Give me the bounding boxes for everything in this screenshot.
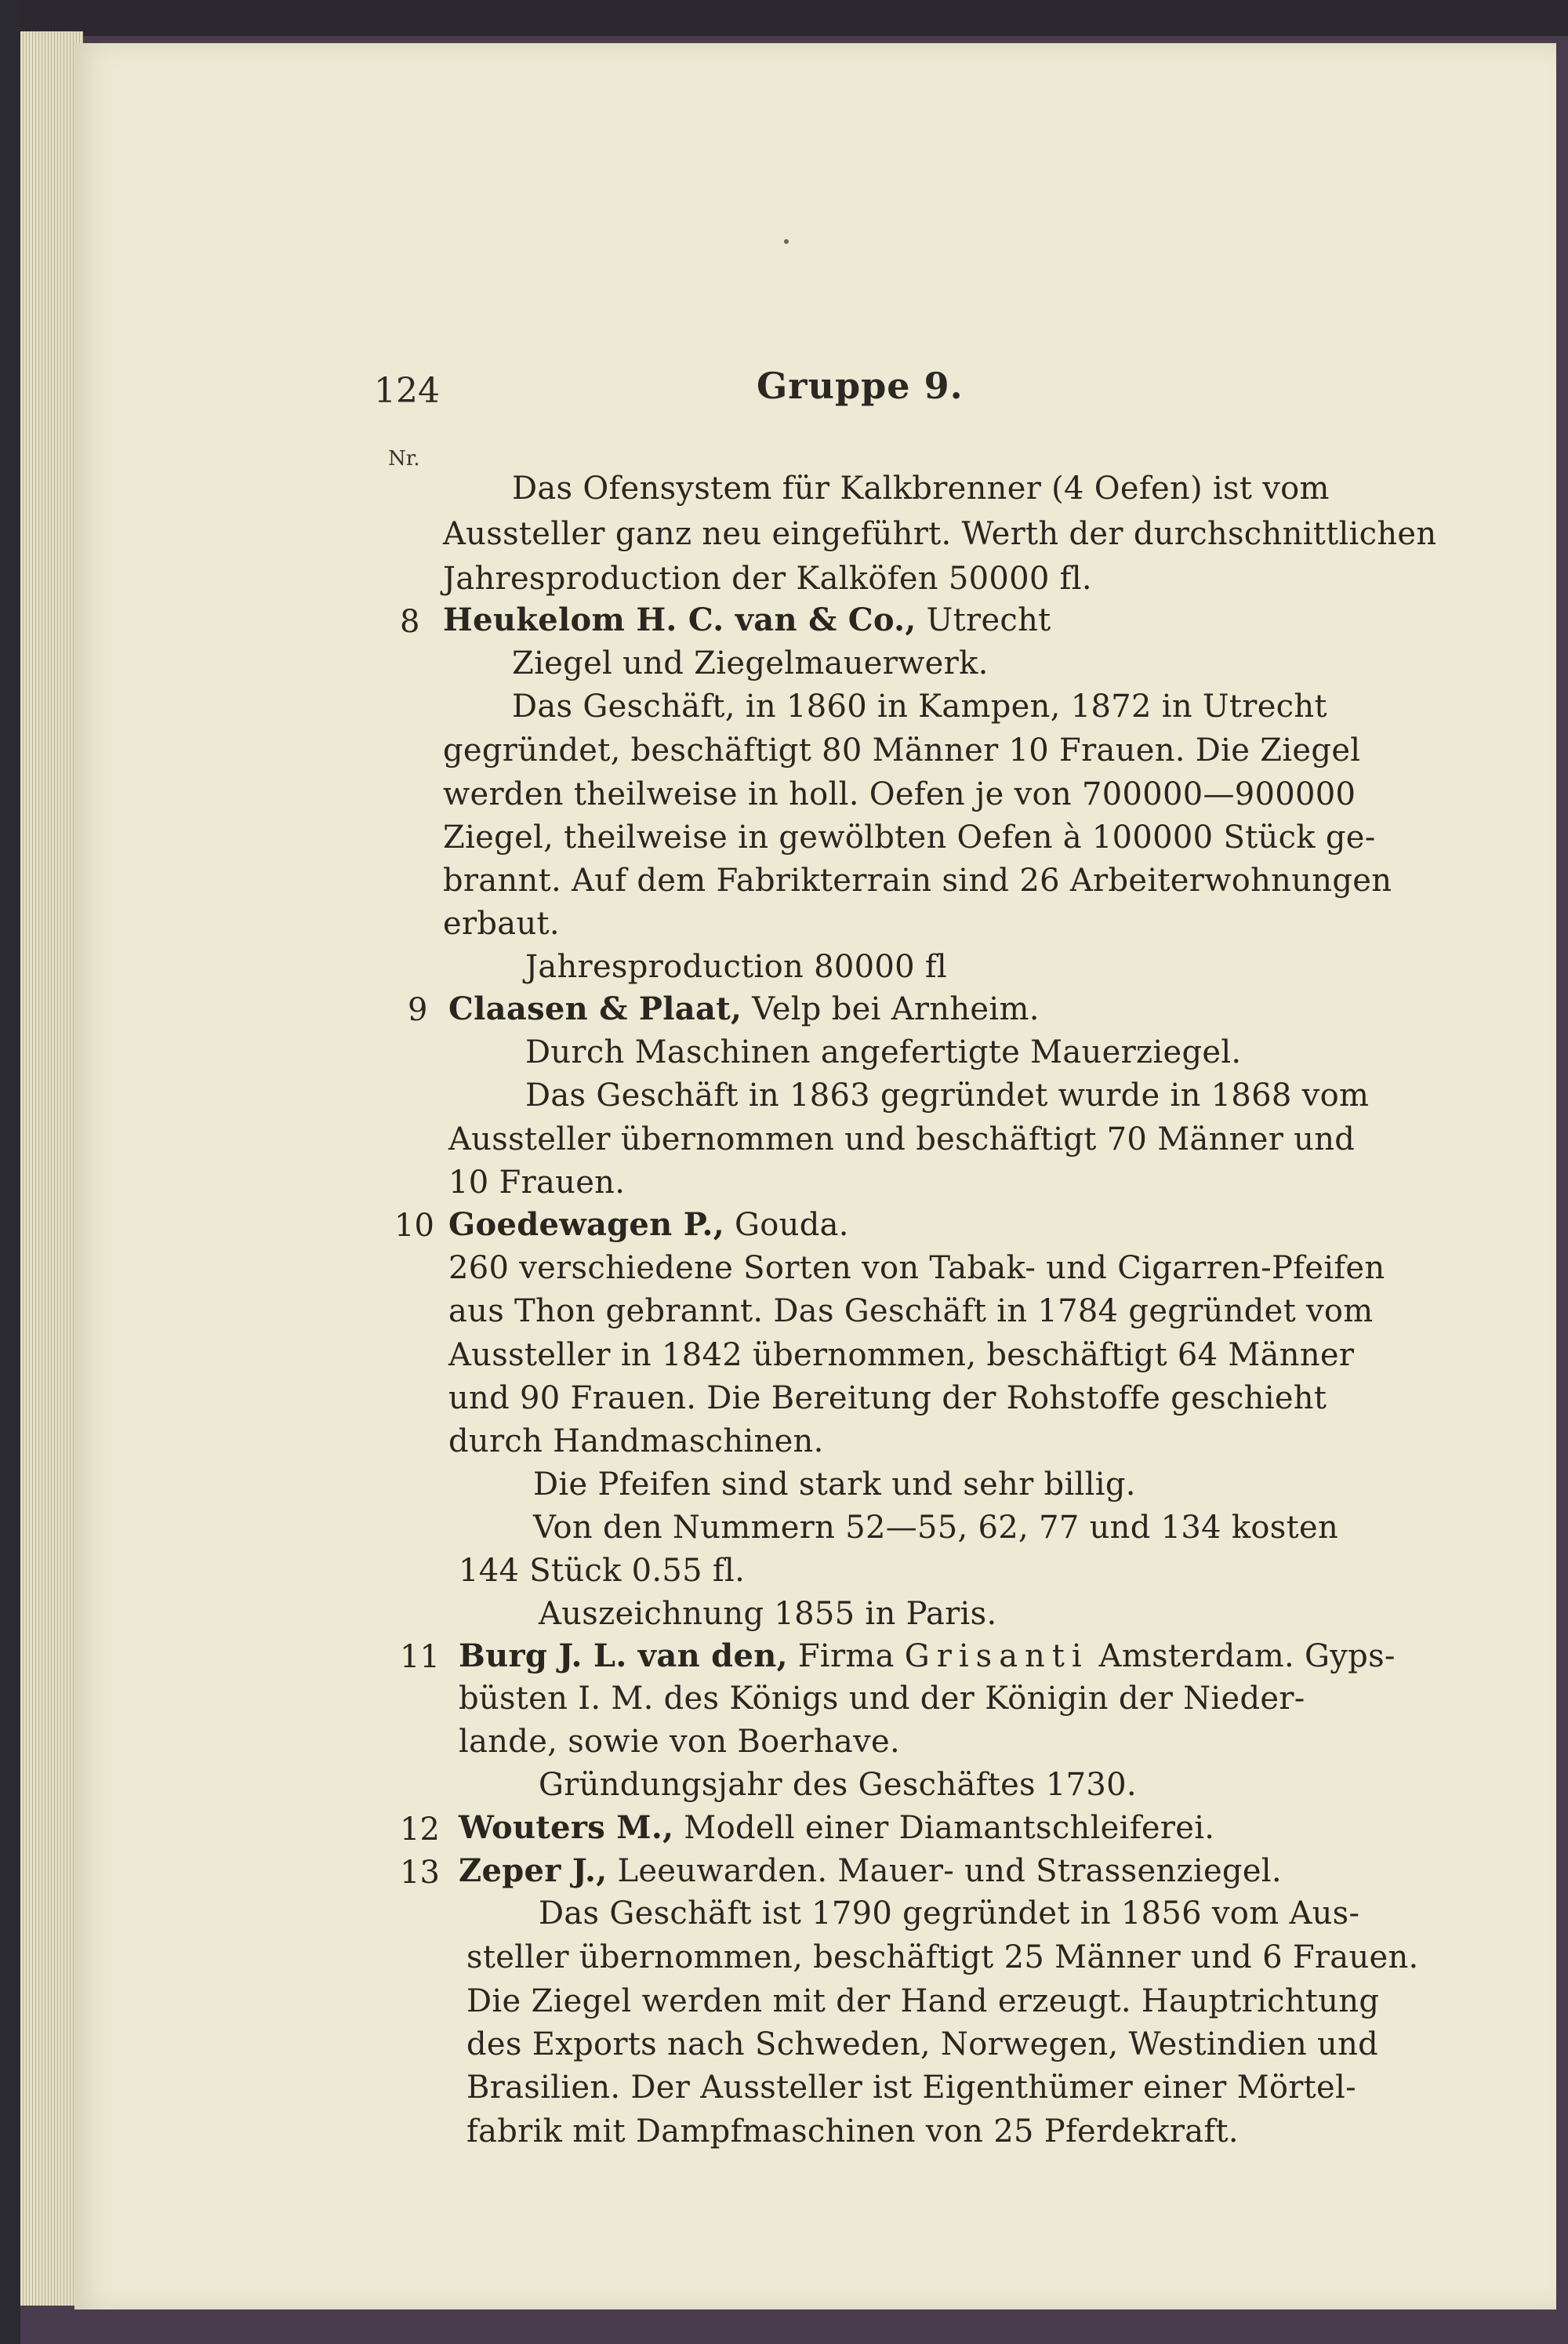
- entry-line: brannt. Auf dem Fabrikterrain sind 26 Arbeiterwohnungen: [443, 863, 1392, 899]
- running-head: Gruppe 9.: [757, 365, 964, 407]
- entry-line: Die Pfeifen sind stark und sehr billig.: [533, 1466, 1136, 1503]
- firm-name: Grisanti: [904, 1638, 1089, 1674]
- entry-line: Durch Maschinen angefertigte Mauerziegel.: [525, 1034, 1242, 1070]
- exhibitor-place: Leeuwarden. Mauer- und Strassenziegel.: [607, 1853, 1282, 1889]
- entry-line: des Exports nach Schweden, Norwegen, Westindien und: [466, 2026, 1379, 2062]
- entry-line: Brasilien. Der Aussteller ist Eigenthümer einer Mörtel-: [466, 2070, 1356, 2106]
- entry-line: Ziegel und Ziegelmauerwerk.: [512, 645, 989, 681]
- intro-line: Jahresproduction der Kalköfen 50000 fl.: [443, 561, 1092, 597]
- nr-label: Nr.: [388, 447, 420, 471]
- entry-line: Aussteller in 1842 übernommen, beschäftigt 64 Männer: [448, 1337, 1355, 1373]
- entry-line: 144 Stück 0.55 fl.: [459, 1553, 746, 1589]
- entry-number: 8: [400, 604, 420, 640]
- firm-prefix: Firma: [787, 1638, 905, 1674]
- intro-line: Aussteller ganz neu eingeführt. Werth der durchschnittlichen: [443, 516, 1437, 552]
- entry-number: 13: [400, 1855, 440, 1891]
- entry-line: durch Handmaschinen.: [448, 1423, 824, 1459]
- entry-line: Ziegel, theilweise in gewölbten Oefen à 100000 Stück ge-: [443, 819, 1376, 856]
- exhibitor-place: Utrecht: [916, 602, 1051, 638]
- exhibitor-name: Zeper J.,: [459, 1852, 608, 1889]
- entry-line: Gründungsjahr des Geschäftes 1730.: [539, 1767, 1137, 1803]
- entry-number: 12: [400, 1812, 440, 1848]
- entry-heading: [443, 601, 1051, 638]
- page-number: 124: [374, 371, 440, 411]
- exhibitor-place: Modell einer Diamantschleiferei.: [673, 1810, 1215, 1846]
- entry-number: 9: [408, 992, 428, 1028]
- exhibitor-name: Claasen & Plaat,: [448, 990, 742, 1027]
- entry-line: 10 Frauen.: [448, 1165, 626, 1201]
- entry-heading: [459, 1809, 1214, 1846]
- book-page: [74, 43, 1556, 2309]
- entry-line: Aussteller übernommen und beschäftigt 70 Männer und: [448, 1121, 1356, 1157]
- entry-line: Das Geschäft, in 1860 in Kampen, 1872 in Utrecht: [512, 689, 1327, 725]
- entry-line: und 90 Frauen. Die Bereitung der Rohstoffe geschieht: [448, 1380, 1327, 1416]
- entry-heading: [448, 990, 1040, 1027]
- exhibitor-name: Heukelom H. C. van & Co.,: [443, 601, 916, 638]
- entry-line: Das Geschäft in 1863 gegründet wurde in 1868 vom: [525, 1078, 1370, 1114]
- entry-line: lande, sowie von Boerhave.: [459, 1724, 900, 1760]
- entry-heading: [459, 1637, 1396, 1674]
- entry-line: Von den Nummern 52—55, 62, 77 und 134 kosten: [533, 1510, 1339, 1546]
- entry-line: 260 verschiedene Sorten von Tabak- und Cigarren-Pfeifen: [448, 1250, 1385, 1286]
- exhibitor-name: Goedewagen P.,: [448, 1206, 724, 1243]
- cover-spine-edge: [0, 0, 20, 2344]
- entry-number: 11: [400, 1639, 440, 1675]
- intro-line: Das Ofensystem für Kalkbrenner (4 Oefen) ist vom: [512, 471, 1330, 507]
- exhibitor-name: Burg J. L. van den,: [459, 1637, 788, 1674]
- page-block-edges: [20, 31, 83, 2306]
- page-header: [74, 357, 1556, 412]
- paper-speck: [784, 239, 789, 244]
- cover-top-edge: [0, 0, 1568, 36]
- exhibitor-place: Gouda.: [724, 1207, 849, 1243]
- entry-heading: [459, 1852, 1282, 1889]
- entry-line: Die Ziegel werden mit der Hand erzeugt. Hauptrichtung: [466, 1983, 1380, 2019]
- exhibitor-place: Amsterdam. Gyps-: [1088, 1638, 1396, 1674]
- entry-line: fabrik mit Dampfmaschinen von 25 Pferdekraft.: [466, 2113, 1239, 2150]
- entry-line: werden theilweise in holl. Oefen je von 700000—900000: [443, 776, 1356, 812]
- exhibitor-name: Wouters M.,: [459, 1809, 674, 1846]
- entry-line: Das Geschäft ist 1790 gegründet in 1856 vom Aus-: [539, 1895, 1360, 1932]
- entry-heading: [448, 1206, 849, 1243]
- entry-line: steller übernommen, beschäftigt 25 Männer und 6 Frauen.: [466, 1939, 1419, 1975]
- exhibitor-place: Velp bei Arnheim.: [742, 991, 1040, 1027]
- entry-line: büsten I. M. des Königs und der Königin der Nieder-: [459, 1681, 1305, 1717]
- entry-line: aus Thon gebrannt. Das Geschäft in 1784 gegründet vom: [448, 1293, 1374, 1329]
- entry-line: gegründet, beschäftigt 80 Männer 10 Frauen. Die Ziegel: [443, 732, 1361, 769]
- entry-line: Jahresproduction 80000 fl: [525, 949, 948, 985]
- entry-number: 10: [394, 1208, 434, 1244]
- entry-line: erbaut.: [443, 906, 560, 942]
- entry-line: Auszeichnung 1855 in Paris.: [539, 1596, 997, 1632]
